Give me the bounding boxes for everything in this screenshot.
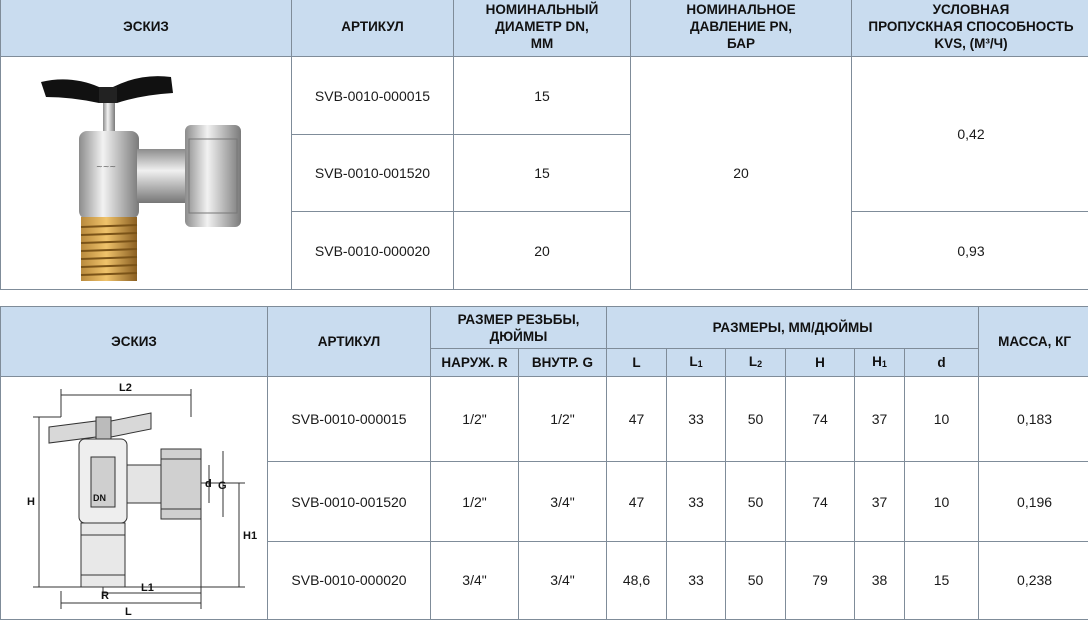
- t2-row2-outer: 1/2": [431, 462, 519, 541]
- header-thread-line2: ДЮЙМЫ: [431, 328, 606, 345]
- header-L1-letter: L: [689, 354, 697, 369]
- t2-row2-inner: 3/4": [519, 462, 607, 541]
- header-thread-line1: РАЗМЕР РЕЗЬБЫ,: [431, 311, 606, 328]
- header-kvs-line2: ПРОПУСКНАЯ СПОСОБНОСТЬ: [852, 18, 1088, 35]
- header-outer-thread: НАРУЖ. R: [431, 349, 519, 377]
- header-nominal-diameter: [454, 0, 631, 57]
- valve-technical-drawing-icon: [1, 377, 268, 619]
- header-nominal-pressure: [631, 0, 852, 57]
- header-article-2: АРТИКУЛ: [268, 307, 431, 377]
- t2-row3-H1: 38: [855, 541, 905, 619]
- header-sketch: ЭСКИЗ: [1, 0, 292, 57]
- header-dn-line1: НОМИНАЛЬНЫЙ: [454, 1, 630, 18]
- svg-text:~~~: ~~~: [96, 162, 116, 171]
- t2-row1-H: 74: [786, 377, 855, 462]
- t2-row2-L: 47: [607, 462, 667, 541]
- header-L2-letter: L: [749, 354, 757, 369]
- t1-row3-article: SVB-0010-000020: [292, 212, 454, 290]
- t2-row3-outer: 3/4": [431, 541, 519, 619]
- header-d: d: [905, 349, 979, 377]
- header-kvs: [852, 0, 1088, 57]
- drawing-label-H1: H1: [243, 530, 257, 542]
- t1-kvs-merged: 0,42: [852, 57, 1088, 212]
- drawing-label-L1: L1: [141, 582, 154, 594]
- t2-row3-L: 48,6: [607, 541, 667, 619]
- header-inner-thread: ВНУТР. G: [519, 349, 607, 377]
- header-sketch-2: ЭСКИЗ: [1, 307, 268, 377]
- header-H1: [855, 349, 905, 377]
- valve-photo-icon: [1, 57, 292, 289]
- t2-row1-L: 47: [607, 377, 667, 462]
- t2-row1-d: 10: [905, 377, 979, 462]
- t2-row1-L2: 50: [726, 377, 786, 462]
- header-mass: МАССА, КГ: [979, 307, 1088, 377]
- header-L2: [726, 349, 786, 377]
- header-dn-line2: ДИАМЕТР DN,: [454, 18, 630, 35]
- t2-row1-mass: 0,183: [979, 377, 1088, 462]
- t2-row2-mass: 0,196: [979, 462, 1088, 541]
- header-article: АРТИКУЛ: [292, 0, 454, 57]
- header-kvs-line1: УСЛОВНАЯ: [852, 1, 1088, 18]
- t2-row1-H1: 37: [855, 377, 905, 462]
- valve-drawing-cell: [1, 377, 268, 620]
- t2-row2-H: 74: [786, 462, 855, 541]
- dimensions-table: [0, 306, 1088, 620]
- t2-row1-article: SVB-0010-000015: [268, 377, 431, 462]
- t2-row1-outer: 1/2": [431, 377, 519, 462]
- drawing-label-L: L: [125, 606, 132, 618]
- drawing-label-L2: L2: [119, 382, 132, 394]
- t2-row3-H: 79: [786, 541, 855, 619]
- header-thread-size: [431, 307, 607, 349]
- t2-row1-L1: 33: [667, 377, 726, 462]
- t2-row1-inner: 1/2": [519, 377, 607, 462]
- t1-row3-dn: 20: [454, 212, 631, 290]
- kvs-table: [0, 0, 1088, 290]
- t2-row3-article: SVB-0010-000020: [268, 541, 431, 619]
- header-H1-sub: 1: [882, 359, 887, 369]
- drawing-label-DN: DN: [93, 493, 106, 503]
- t2-row3-inner: 3/4": [519, 541, 607, 619]
- header-pn-line1: НОМИНАЛЬНОЕ: [631, 1, 851, 18]
- t2-row3-L2: 50: [726, 541, 786, 619]
- t1-row1-article: SVB-0010-000015: [292, 57, 454, 135]
- drawing-label-d: d: [205, 478, 212, 490]
- header-dn-line3: ММ: [454, 35, 630, 52]
- t2-row2-H1: 37: [855, 462, 905, 541]
- header-dimensions: РАЗМЕРЫ, ММ/ДЮЙМЫ: [607, 307, 979, 349]
- t2-row3-L1: 33: [667, 541, 726, 619]
- header-kvs-line3: KVS, (М³/Ч): [852, 35, 1088, 52]
- t2-row2-L1: 33: [667, 462, 726, 541]
- drawing-label-R: R: [101, 590, 109, 602]
- t2-row2-d: 10: [905, 462, 979, 541]
- t1-row2-article: SVB-0010-001520: [292, 135, 454, 212]
- t2-row3-mass: 0,238: [979, 541, 1088, 619]
- header-L1: [667, 349, 726, 377]
- header-pn-line2: ДАВЛЕНИЕ PN,: [631, 18, 851, 35]
- t2-row2-L2: 50: [726, 462, 786, 541]
- header-L: L: [607, 349, 667, 377]
- t1-row3-kvs: 0,93: [852, 212, 1088, 290]
- t2-row2-article: SVB-0010-001520: [268, 462, 431, 541]
- drawing-label-H: H: [27, 496, 35, 508]
- header-L1-sub: 1: [698, 359, 703, 369]
- t1-row2-dn: 15: [454, 135, 631, 212]
- t1-pn-merged: 20: [631, 57, 852, 290]
- valve-photo-cell: [1, 57, 292, 290]
- t2-row3-d: 15: [905, 541, 979, 619]
- drawing-label-G: G: [218, 480, 227, 492]
- t1-row1-dn: 15: [454, 57, 631, 135]
- header-pn-line3: БАР: [631, 35, 851, 52]
- header-L2-sub: 2: [757, 359, 762, 369]
- header-H: H: [786, 349, 855, 377]
- header-H1-letter: H: [872, 354, 882, 369]
